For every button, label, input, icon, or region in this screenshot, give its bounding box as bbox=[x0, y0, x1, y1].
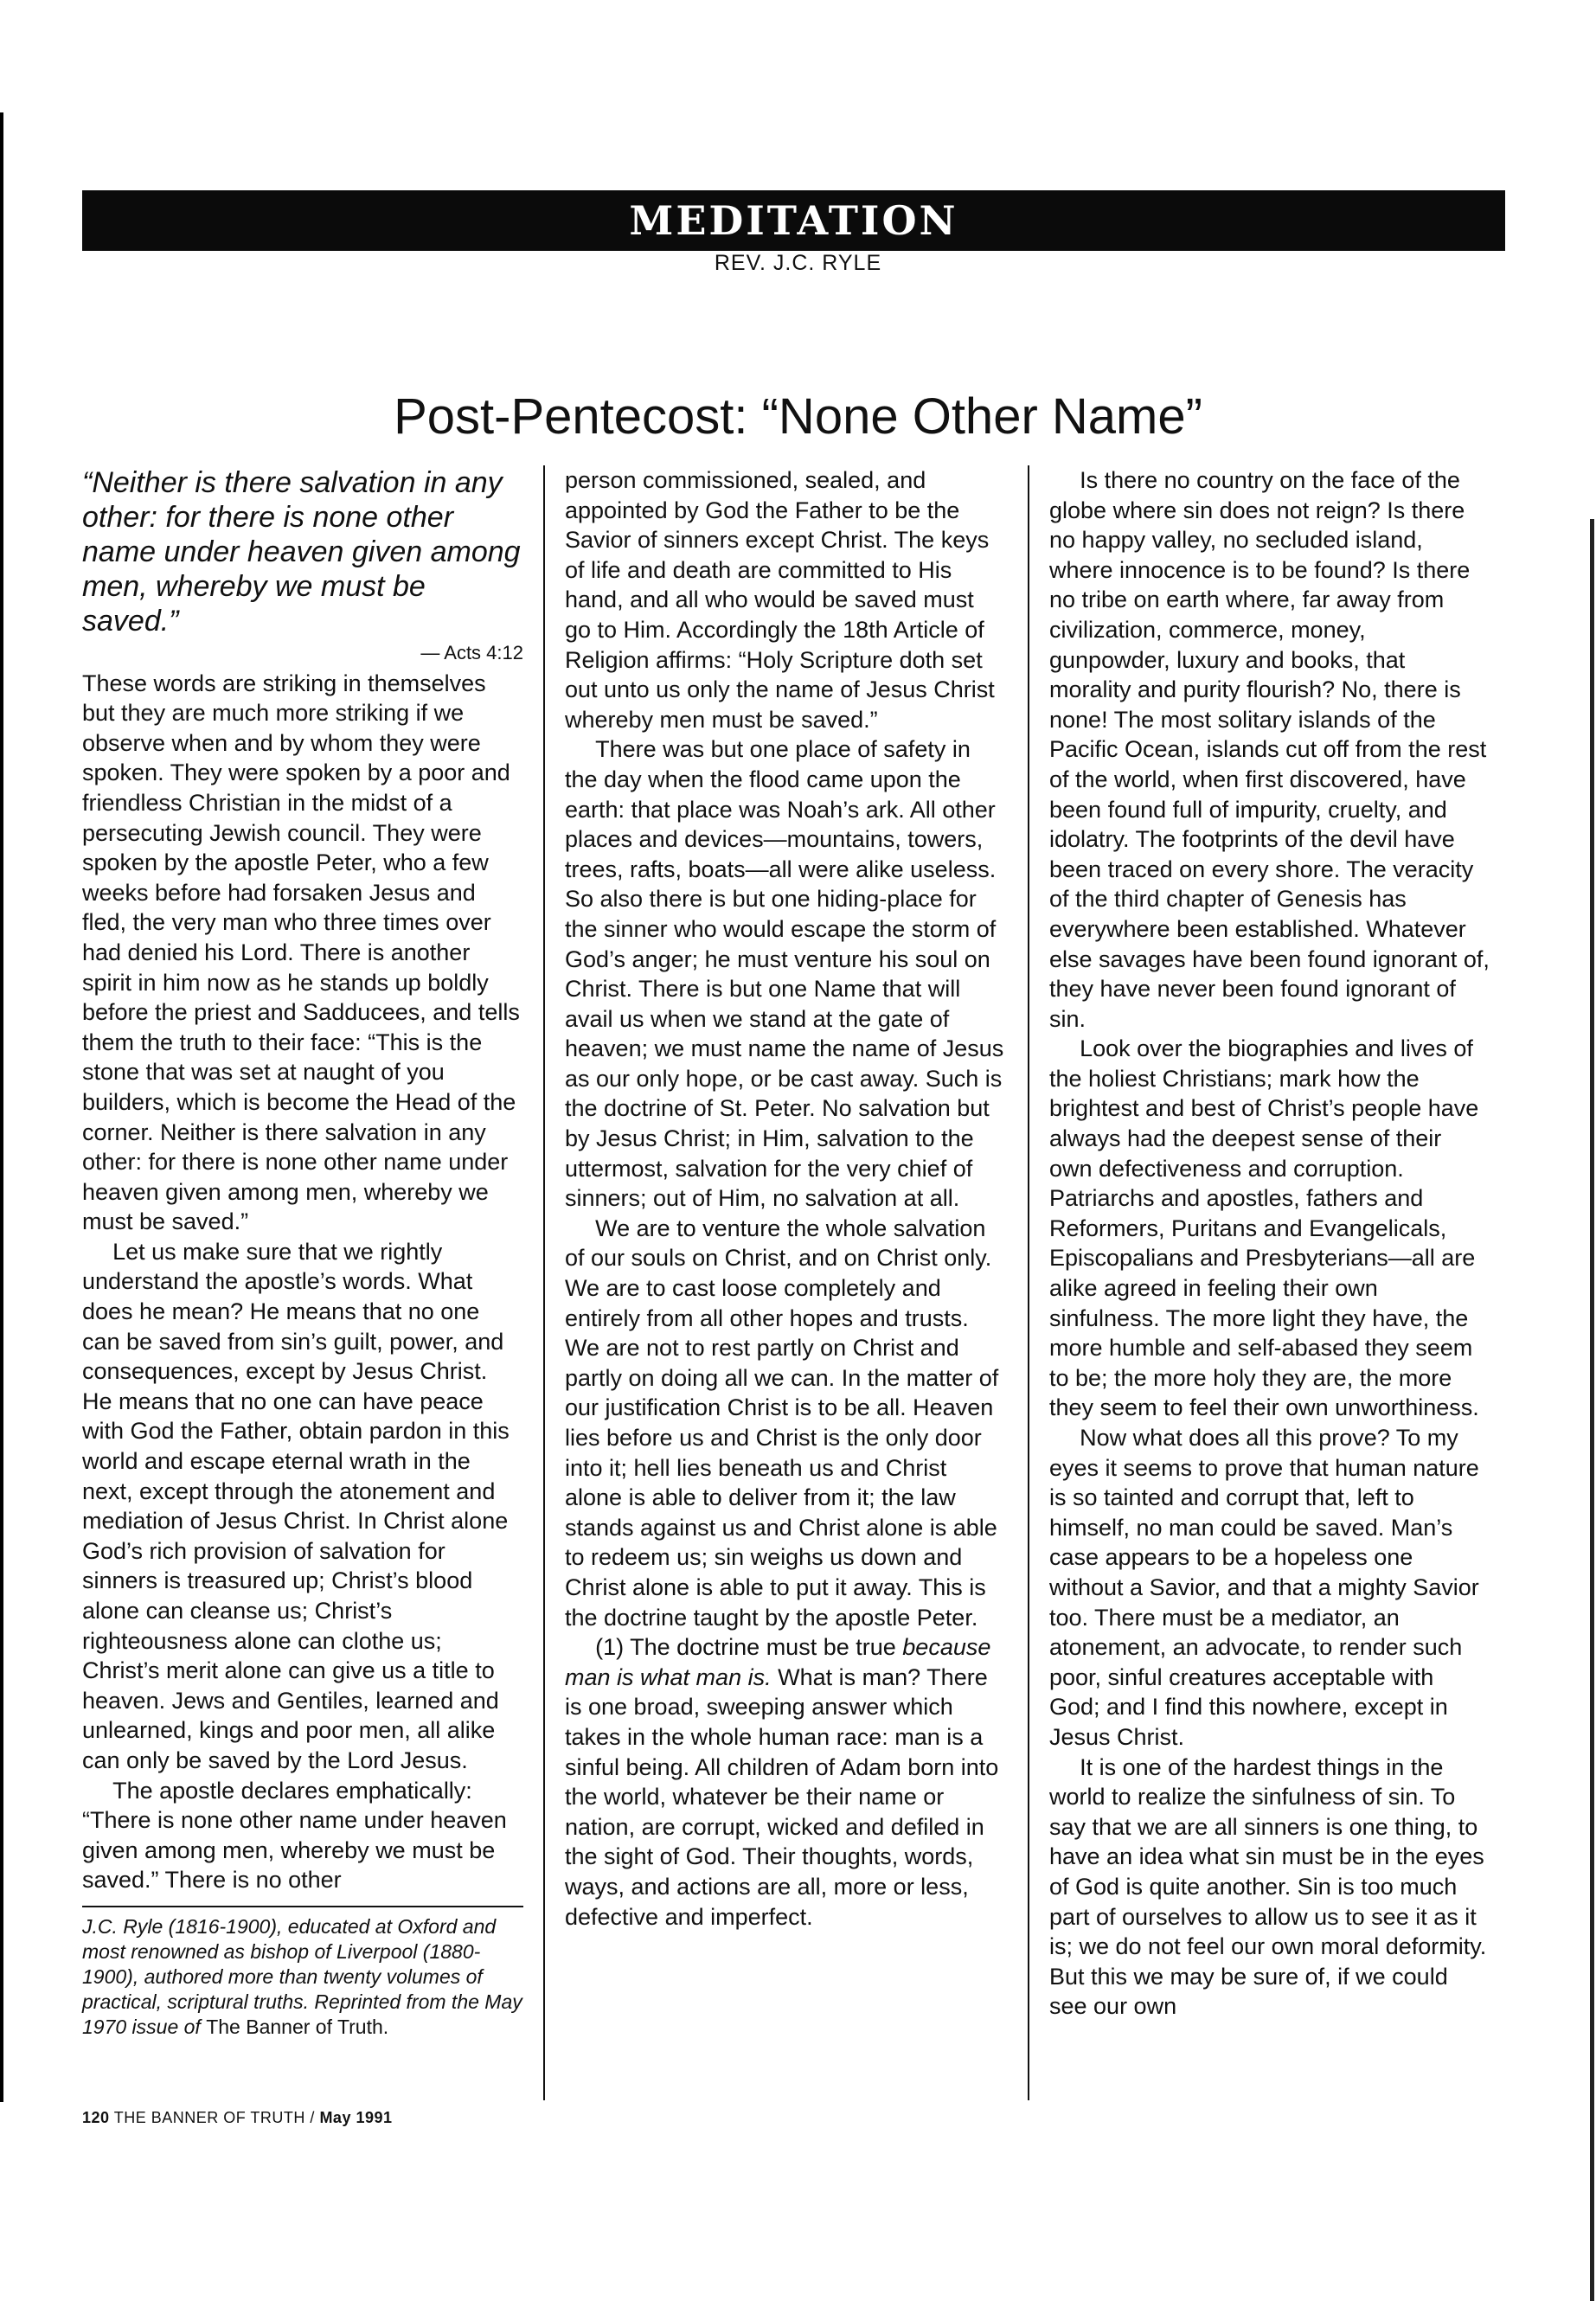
body-paragraph: Let us make sure that we rightly understand the apostle’s words. What does he mean? He means that no one can be saved from sin’s guilt, power, and consequences, except by Jesus Christ. He means that no one can have peace with God the Father, obtain pardon in this world and escape eternal wrath in the next, except through the atonement and mediation of Jesus Christ. In Christ alone God’s rich provision of salvation for sinners is treasured up; Christ’s blood alone can cleanse us; Christ’s righteousness alone can clothe us; Christ’s merit alone can give us a title to heaven. Jews and Gentiles, learned and unlearned, kings and poor men, all alike can only be saved by the Lord Jesus. bbox=[82, 1238, 510, 1773]
body-paragraph: There was but one place of safety in the day when the flood came upon the earth: that place was Noah’s ark. All other places and devices—mountains, towers, trees, rafts, boats—all were alike useless. So also there is but one hiding-place for the sinner who would escape the storm of God’s anger; he must venture his soul on Christ. There is but one Name that will avail us when we stand at the gate of heaven; we must name the name of Jesus as our only hope, or be cast away. Such is the doctrine of St. Peter. No salvation but by Jesus Christ; in Him, salvation to the uttermost, salvation for the very chief of sinners; out of Him, no salvation at all. bbox=[565, 736, 1004, 1212]
author-bio-source: The Banner of Truth. bbox=[206, 2015, 389, 2038]
body-paragraph: We are to venture the whole salvation of our souls on Christ, and on Christ only. We are to cast loose completely and entirely from all other hopes and trusts. We are not to rest partly on Christ and partly on doing all we can. In the matter of our justification Christ is to be all. Heaven lies before us and Christ is the only door into it; hell lies beneath us and Christ alone is able to deliver from it; the law stands against us and Christ alone is able to redeem us; sin weighs us down and Christ alone is able to put it away. This is the doctrine taught by the apostle Peter. bbox=[565, 1215, 999, 1631]
section-label: MEDITATION bbox=[629, 197, 958, 244]
author-bio bbox=[82, 1914, 523, 2040]
section-header-bar bbox=[82, 190, 1505, 251]
body-paragraph: person commissioned, sealed, and appointed by God the Father to be the Savior of sinners except Christ. The keys of life and death are committed to His hand, and all who would be saved must go to Him. Accordingly the 18th Article of Religion affirms: “Holy Scripture doth set out unto us only the name of Jesus Christ whereby men must be saved.” bbox=[565, 467, 995, 733]
column-2 bbox=[565, 465, 1006, 1932]
page-footer bbox=[82, 2109, 393, 2127]
body-paragraph bbox=[565, 1632, 1006, 1932]
body-paragraph: Is there no country on the face of the globe where sin does not reign? Is there no happy valley, no secluded island, where innocence is to be found? Is there no tribe on earth where, far away from civilization, commerce, money, gunpowder, luxury and books, that morality and purity flourish? No, there is none! The most solitary islands of the Pacific Ocean, islands cut off from the rest of the world, when first discovered, have been found full of impurity, cruelty, and idolatry. The footprints of the devil have been traced on every shore. The veracity of the third chapter of Genesis has everywhere been established. Whatever else savages have been found ignorant of, they have never been found ignorant of sin. bbox=[1049, 467, 1490, 1032]
column-3 bbox=[1049, 465, 1490, 2022]
author-bio-text: J.C. Ryle (1816-1900), educated at Oxford and most renowned as bishop of Liverpool (1880-1900), authored more than twenty volumes of practical, scriptural truths. Reprinted from the May 1970 issue of bbox=[82, 1914, 522, 2038]
body-paragraph: Look over the biographies and lives of the holiest Christians; mark how the brightest and best of Christ’s people have always had the deepest sense of their own defectiveness and corruption. Patriarchs and apostles, fathers and Reformers, Puritans and Evangelicals, Episcopalians and Presbyterians—all are alike agreed in feeling their own sinfulness. The more light they have, the more humble and self-abased they seem to be; the more holy they are, the more they seem to feel their own unworthiness. bbox=[1049, 1035, 1479, 1421]
author-line: REV. J.C. RYLE bbox=[714, 251, 882, 275]
issue-date: May 1991 bbox=[319, 2109, 393, 2126]
epigraph: “Neither is there salvation in any other: for there is none other name under heaven given among men, whereby we must be saved.” bbox=[82, 466, 521, 638]
column-divider bbox=[1028, 465, 1029, 2100]
epigraph-reference: — Acts 4:12 bbox=[420, 642, 523, 663]
body-paragraph: It is one of the hardest things in the world to realize the sinfulness of sin. To say that we are all sinners is one thing, to have an idea what sin must be in the eyes of God is quite another. Sin is too much part of ourselves to allow us to see it as it is; we do not feel our own moral deformity. But this we may be sure of, if we could see our own bbox=[1049, 1753, 1487, 2020]
body-text: (1) The doctrine must be true bbox=[595, 1634, 896, 1661]
body-paragraph: These words are striking in themselves but they are much more striking if we observe when and by whom they were spoken. They were spoken by a poor and friendless Christian in the midst of a persecuting Jewish council. They were spoken by the apostle Peter, who a few weeks before had forsaken Jesus and fled, the very man who three times over had denied his Lord. There is another spirit in him now as he stands up boldly before the priest and Sadducees, and tells them the truth to their face: “This is the stone that was set at naught of you builders, which is become the Head of the corner. Neither is there salvation in any other: for there is none other name under heaven given among men, whereby we must be saved.” bbox=[82, 670, 520, 1235]
scan-right-edge bbox=[1590, 519, 1594, 2301]
page-number: 120 bbox=[82, 2109, 110, 2126]
article-title: Post-Pentecost: “None Other Name” bbox=[394, 388, 1202, 445]
column-1 bbox=[82, 465, 523, 2040]
publication-name: THE BANNER OF TRUTH / bbox=[113, 2109, 315, 2126]
column-divider bbox=[543, 465, 545, 2100]
body-paragraph: Now what does all this prove? To my eyes it seems to prove that human nature is so tainted and corrupt that, left to himself, no man could be saved. Man’s case appears to be a hopeless one without a Savior, and that a mighty Savior too. There must be a mediator, an atonement, an advocate, to render such poor, sinful creatures acceptable with God; and I find this nowhere, except in Jesus Christ. bbox=[1049, 1425, 1479, 1750]
body-emphasis: because man is what man is. bbox=[565, 1634, 991, 1690]
body-text: What is man? There is one broad, sweeping answer which takes in the whole human race: man is a sinful being. All children of Adam born into the world, whatever be their name or nation, are corrupt, wicked and defiled in the sight of God. Their thoughts, words, ways, and actions are all, more or less, defective and imperfect. bbox=[565, 1663, 999, 1930]
bio-separator bbox=[82, 1906, 523, 1907]
body-paragraph: The apostle declares emphatically: “There is none other name under heaven given among men, whereby we must be saved.” There is no other bbox=[82, 1777, 507, 1894]
